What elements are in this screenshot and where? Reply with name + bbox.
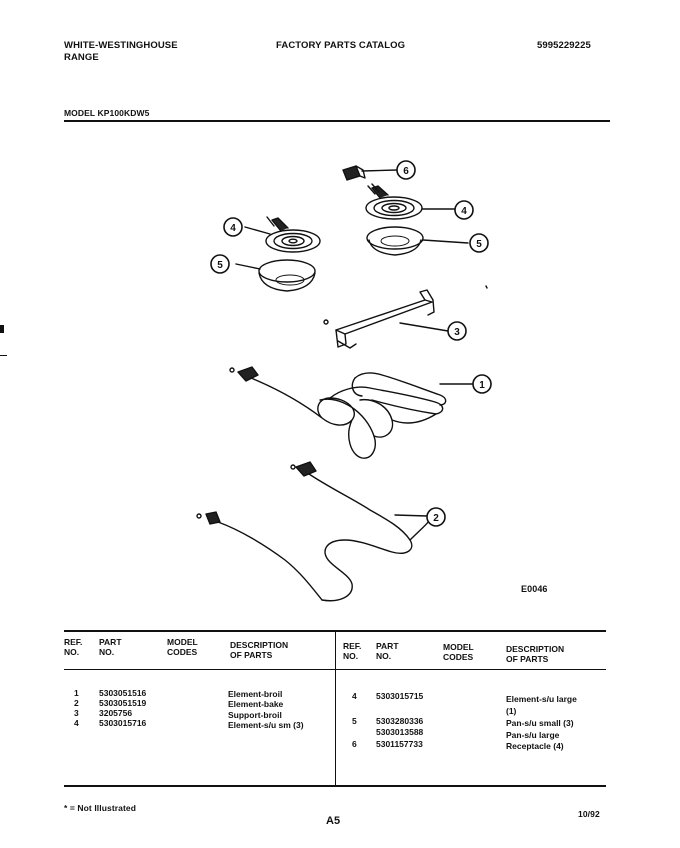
- row-part-number: 5303280336: [376, 716, 424, 726]
- callout-5-left-label: 5: [217, 260, 223, 271]
- scan-mark: [0, 355, 7, 356]
- scan-mark: [0, 325, 4, 333]
- header-part-no-right: PART NO.: [376, 641, 399, 661]
- row-ref: 3: [74, 708, 79, 718]
- header-ref-no-left: REF. NO.: [64, 637, 83, 657]
- catalog-title: FACTORY PARTS CATALOG: [276, 40, 406, 51]
- row-ref: 4: [74, 718, 79, 728]
- row-ref: 4: [352, 691, 357, 701]
- header-ref-no-right: REF. NO.: [343, 641, 362, 661]
- row-part-number: 5303051519: [99, 698, 147, 708]
- row-description: Element-broil: [228, 689, 283, 699]
- diagram-code: E0046: [521, 584, 548, 594]
- brand-line-1: WHITE-WESTINGHOUSE: [64, 40, 178, 51]
- page-number: A5: [326, 815, 341, 827]
- receptacle-part: [343, 166, 365, 180]
- row-part-number: 5303013588: [376, 727, 424, 737]
- callout-3-label: 3: [454, 327, 460, 338]
- callout-1-label: 1: [479, 380, 485, 391]
- row-part-number: 5301157733: [376, 739, 423, 749]
- broil-element: [230, 367, 446, 458]
- row-description: Element-s/u large: [506, 694, 577, 704]
- header-description-right: DESCRIPTION OF PARTS: [506, 644, 565, 664]
- row-description: Pan-s/u large: [506, 730, 560, 740]
- row-part-number: 5303015716: [99, 718, 147, 728]
- row-description: Receptacle (4): [506, 741, 564, 751]
- row-part-number: 5303051516: [99, 688, 147, 698]
- model-label: MODEL KP100KDW5: [64, 108, 150, 118]
- header-model-codes-right: MODEL CODES: [443, 642, 474, 662]
- row-description: (1): [506, 706, 517, 716]
- bake-element: [197, 462, 432, 601]
- header-model-codes-left: MODEL CODES: [167, 637, 198, 657]
- table-center-divider: [335, 630, 336, 786]
- table-bottom-rule: [64, 785, 606, 787]
- surface-element-left: [266, 217, 320, 252]
- callout-4-right-label: 4: [461, 206, 467, 217]
- row-description: Support-broil: [228, 710, 282, 720]
- broil-support: [324, 290, 434, 348]
- not-illustrated-note: * = Not Illustrated: [64, 803, 137, 813]
- surface-element-right: [366, 184, 422, 219]
- brand-line-2: RANGE: [64, 52, 99, 63]
- row-part-number: 5303015715: [376, 691, 424, 701]
- revision-date: 10/92: [578, 809, 600, 819]
- callout-4-left-label: 4: [230, 223, 236, 234]
- header-description-left: DESCRIPTION OF PARTS: [230, 640, 289, 660]
- callout-5-right-label: 5: [476, 239, 482, 250]
- header-part-no-left: PART NO.: [99, 637, 122, 657]
- callout-2-label: 2: [433, 513, 439, 524]
- row-ref: 5: [352, 716, 357, 726]
- row-description: Element-s/u sm (3): [228, 720, 304, 730]
- callout-6-label: 6: [403, 166, 409, 177]
- catalog-number: 5995229225: [537, 40, 591, 51]
- row-description: Pan-s/u small (3): [506, 718, 574, 728]
- drip-pan-right: [367, 227, 423, 255]
- row-ref: 6: [352, 739, 357, 749]
- row-ref: 1: [74, 688, 79, 698]
- row-part-number: 3205756: [99, 708, 133, 718]
- drip-pan-left: [259, 260, 315, 291]
- row-description: Element-bake: [228, 699, 284, 709]
- row-ref: 2: [74, 698, 79, 708]
